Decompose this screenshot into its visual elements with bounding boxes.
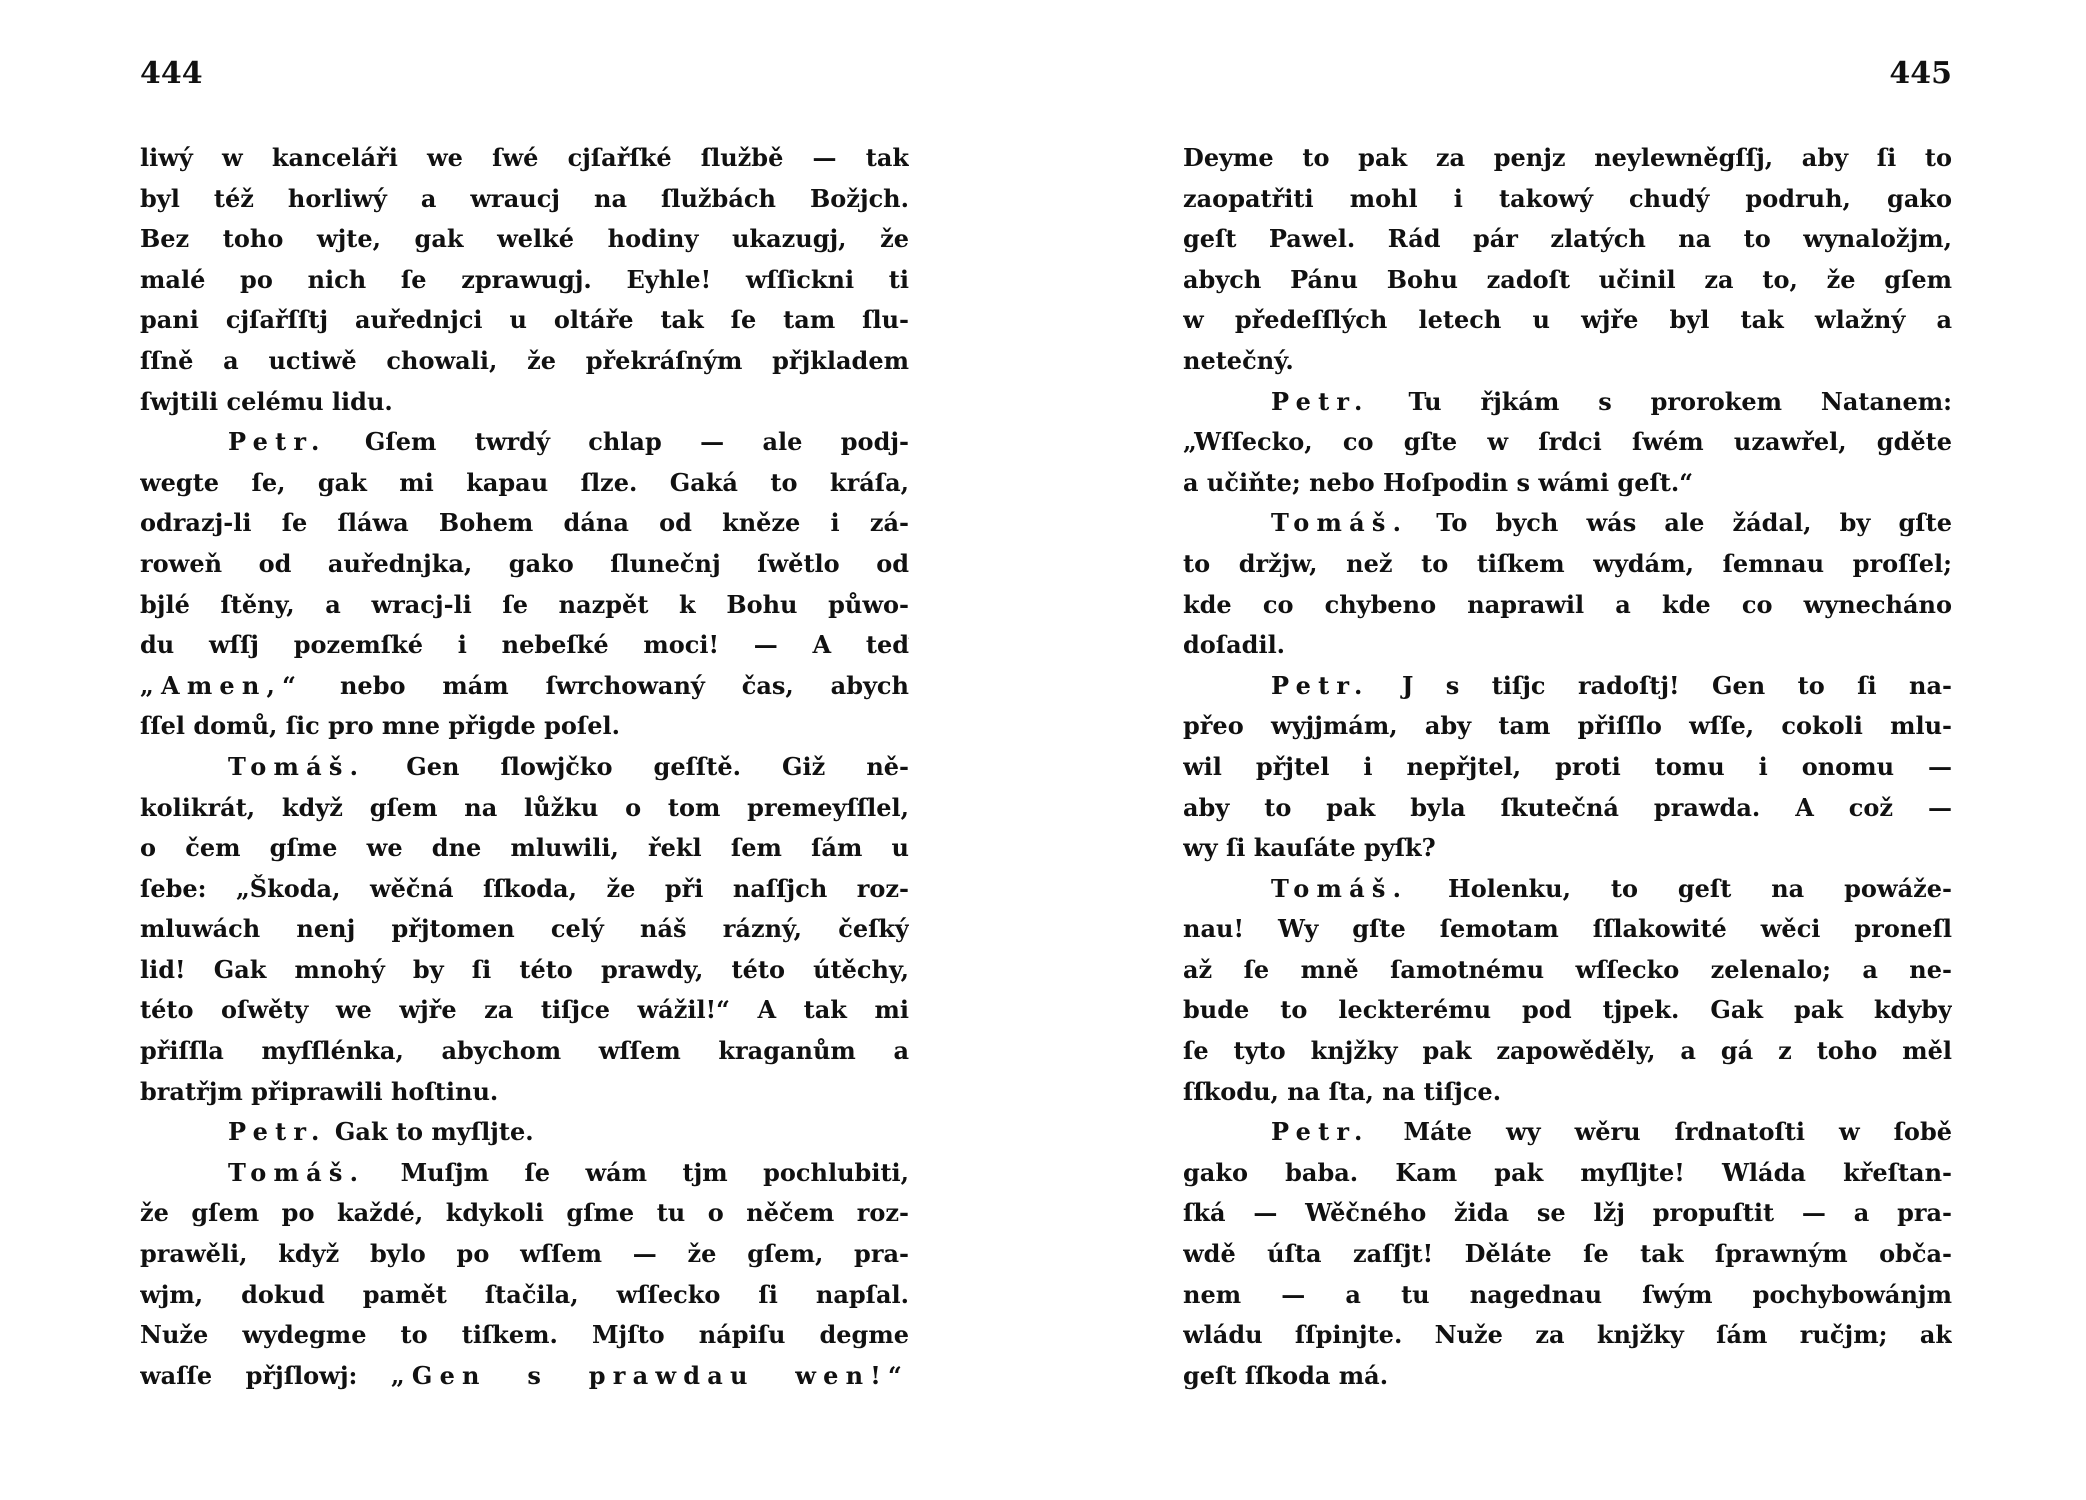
line-text: přeo wyjjmám, aby tam přiſſlo wſſe, cokoli mlu- (1183, 711, 1952, 741)
line-text: až ſe mně ſamotnému wſſecko zelenalo; a ne- (1183, 954, 1952, 984)
line-text: ſká — Wěčného žida se lžj propuſtit — a pra- (1183, 1198, 1952, 1228)
line-text: waſſe přjſlowj: (140, 1360, 391, 1390)
line-text: Deyme to pak za penjz neylewněgſſj, aby ſi to (1183, 143, 1952, 172)
line-text: o čem gſme we dne mluwili, řekl ſem ſám u (140, 833, 909, 863)
text-line (1183, 1234, 1952, 1275)
line-text: wdě úſta zaſſjt! Děláte ſe tak ſprawným obča- (1183, 1239, 1952, 1269)
line-text: doſadil. (1183, 630, 1286, 660)
text-line (1183, 869, 1952, 910)
line-text: bude to leckterému pod tjpek. Gak pak kdyby (1183, 995, 1952, 1025)
text-line (1183, 1031, 1952, 1072)
line-text: Tu řjkám s prorokem Natanem: (1369, 386, 1952, 416)
page-number: 444 (140, 56, 203, 91)
text-line (140, 179, 909, 220)
line-text: netečný. (1183, 345, 1294, 375)
text-line (1183, 179, 1952, 220)
text-line (1183, 382, 1952, 423)
text-line (140, 828, 909, 869)
line-text: wegte ſe, gak mi kapau ſlze. Gaká to kráſa, (140, 467, 909, 497)
text-line (140, 706, 909, 747)
line-text: malé po nich ſe zprawugj. Eyhle! wſſickni ti (140, 264, 909, 294)
line-text: wil přjtel i nepřjtel, proti tomu i onomu — (1183, 751, 1952, 781)
text-line (140, 909, 909, 950)
line-text: Gſem twrdý chlap — ale podj- (326, 427, 909, 457)
text-line (1183, 1112, 1952, 1153)
line-text: w předeſſlých letech u wjře byl tak wlažný a (1183, 305, 1952, 335)
line-text: Gak to myſljte. (326, 1117, 534, 1147)
text-line (1183, 625, 1952, 666)
text-line (1183, 341, 1952, 382)
spaced-emphasis: „Gen s prawdau wen!“ (390, 1360, 909, 1390)
text-line (1183, 950, 1952, 991)
text-line (1183, 503, 1952, 544)
text-line (140, 138, 909, 179)
text-line (140, 625, 909, 666)
line-text: bratřjm připrawili hoſtinu. (140, 1076, 499, 1106)
line-text: kolikrát, když gſem na lůžku o tom premeyſſlel, (140, 792, 909, 822)
line-text: mluwách nenj přjtomen celý náš rázný, čeſký (140, 914, 909, 944)
text-line (1183, 706, 1952, 747)
line-text: že gſem po každé, kdykoli gſme tu o něčem roz- (140, 1198, 909, 1228)
text-line (1183, 463, 1952, 504)
text-block (140, 138, 909, 1396)
line-text: ſſně a uctiwě chowali, že překráſným přjkladem (140, 345, 909, 375)
spaced-emphasis: Tomáš. (228, 751, 366, 781)
line-text: to držjw, než to tiſkem wydám, ſemnau proſſel; (1183, 548, 1952, 578)
line-text: bjlé ſtěny, a wracj-li ſe nazpět k Bohu půwo- (140, 589, 909, 619)
line-text: gako baba. Kam pak myſljte! Wláda křeſtan- (1183, 1157, 1952, 1187)
text-line (140, 422, 909, 463)
text-line (140, 950, 909, 991)
paragraph (1183, 869, 1952, 1113)
text-line (140, 260, 909, 301)
paragraph (140, 1153, 909, 1397)
spaced-emphasis: Tomáš. (1271, 508, 1409, 538)
text-line (140, 300, 909, 341)
line-text: kde co chybeno naprawil a kde co wynecháno (1183, 589, 1952, 619)
paragraph (1183, 666, 1952, 869)
text-line (140, 219, 909, 260)
spaced-emphasis: „Amen,“ (140, 670, 304, 700)
line-text: nem — a tu nagednau ſwým pochybowánjm (1183, 1279, 1952, 1309)
text-line (1183, 544, 1952, 585)
text-line (140, 1275, 909, 1316)
line-text: ſwjtili celému lidu. (140, 386, 393, 416)
text-line (140, 503, 909, 544)
spaced-emphasis: Tomáš. (1271, 873, 1409, 903)
line-text: nau! Wy gſte ſemotam ſſlakowité wěci proneſl (1183, 914, 1952, 944)
text-line (1183, 1275, 1952, 1316)
text-line (140, 990, 909, 1031)
line-text: Gen ſlowjčko geſſtě. Giž ně- (365, 751, 909, 781)
spaced-emphasis: Petr. (228, 427, 327, 457)
line-text: roweň od auřednjka, gako ſlunečnj ſwětlo od (140, 548, 909, 578)
line-text: abych Pánu Bohu zadoſt učinil za to, že gſem (1183, 264, 1952, 294)
text-line (1183, 909, 1952, 950)
line-text: „Wſſecko, co gſte w ſrdci ſwém uzawřel, gděte (1183, 427, 1952, 457)
paragraph (140, 747, 909, 1112)
text-line (1183, 788, 1952, 829)
spaced-emphasis: Petr. (1271, 670, 1370, 700)
text-line (140, 788, 909, 829)
line-text: nebo mám ſwrchowaný čas, abych (303, 670, 909, 700)
text-line (1183, 422, 1952, 463)
text-line (140, 1315, 909, 1356)
page-number: 445 (1889, 56, 1952, 91)
text-line (140, 585, 909, 626)
text-line (1183, 1356, 1952, 1397)
text-line (140, 1153, 909, 1194)
text-line (1183, 828, 1952, 869)
line-text: ſebe: „Škoda, wěčná ſſkoda, že při naſſjch roz- (140, 873, 909, 903)
line-text: wládu ſſpinjte. Nuže za knjžky ſám ručjm; ak (1183, 1320, 1952, 1350)
line-text: wy ſi kauſáte pyſk? (1183, 833, 1436, 863)
line-text: wjm, dokud pamět ſtačila, wſſecko ſi napſal. (140, 1279, 909, 1309)
text-line (1183, 747, 1952, 788)
line-text: J s tiſjc radoſtj! Gen to ſi na- (1369, 670, 1952, 700)
line-text: liwý w kanceláři we ſwé cjſařſké ſlužbě — tak (140, 143, 909, 172)
line-text: odrazj-li ſe ſláwa Bohem dána od kněze i zá- (140, 508, 909, 538)
text-block (1183, 138, 1952, 1396)
line-text: byl též horliwý a wraucj na ſlužbách Božjch. (140, 183, 909, 213)
line-text: ſſel domů, ſic pro mne přigde poſel. (140, 711, 620, 741)
spaced-emphasis: Petr. (228, 1117, 327, 1147)
text-line (1183, 300, 1952, 341)
line-text: a učiňte; nebo Hoſpodin s wámi geſt.“ (1183, 467, 1694, 497)
spaced-emphasis: Tomáš. (228, 1157, 366, 1187)
line-text: ſe tyto knjžky pak zapowěděly, a gá z toho měl (1183, 1036, 1952, 1066)
line-text: Máte wy wěru ſrdnatoſti w ſobě (1369, 1117, 1952, 1147)
text-line (140, 747, 909, 788)
line-text: Muſjm ſe wám tjm pochlubiti, (365, 1157, 909, 1187)
text-line (1183, 138, 1952, 179)
text-line (140, 463, 909, 504)
line-text: zaopatřiti mohl i takowý chudý podruh, gako (1183, 183, 1952, 213)
text-line (1183, 1153, 1952, 1194)
line-text: aby to pak byla ſkutečná prawda. A což — (1183, 792, 1952, 822)
line-text: lid! Gak mnohý by ſi této prawdy, této útěchy, (140, 954, 909, 984)
paragraph (140, 138, 909, 422)
line-text: této oſwěty we wjře za tiſjce wážil!“ A tak mi (140, 995, 909, 1025)
text-line (1183, 260, 1952, 301)
text-line (140, 341, 909, 382)
text-line (140, 544, 909, 585)
text-line (1183, 219, 1952, 260)
paragraph (1183, 503, 1952, 665)
line-text: Nuže wydegme to tiſkem. Mjſto nápiſu degme (140, 1320, 909, 1350)
line-text: pani cjſařſſtj auřednjci u oltáře tak ſe tam ſlu- (140, 305, 909, 335)
line-text: To bych wás ale žádal, by gſte (1408, 508, 1952, 538)
line-text: prawěli, když bylo po wſſem — že gſem, pra- (140, 1239, 909, 1269)
paragraph (140, 1112, 909, 1153)
paragraph (1183, 138, 1952, 382)
text-line (140, 382, 909, 423)
text-line (140, 1072, 909, 1113)
spaced-emphasis: Petr. (1271, 386, 1370, 416)
paragraph (1183, 1112, 1952, 1396)
line-text: ſſkodu, na ſta, na tiſjce. (1183, 1076, 1502, 1106)
line-text: geſt Pawel. Rád pár zlatých na to wynaložjm, (1183, 224, 1952, 254)
text-line (1183, 666, 1952, 707)
text-line (140, 1112, 909, 1153)
line-text: Bez toho wjte, gak welké hodiny ukazugj, že (140, 224, 909, 254)
text-line (140, 1193, 909, 1234)
text-line (140, 869, 909, 910)
text-line (1183, 585, 1952, 626)
line-text: geſt ſſkoda má. (1183, 1360, 1389, 1390)
line-text: Holenku, to geſt na powáže- (1408, 873, 1952, 903)
paragraph (140, 422, 909, 747)
text-line (1183, 1315, 1952, 1356)
text-line (1183, 1193, 1952, 1234)
text-line (140, 666, 909, 707)
text-line (140, 1356, 909, 1397)
text-line (1183, 990, 1952, 1031)
text-line (140, 1031, 909, 1072)
text-line (1183, 1072, 1952, 1113)
line-text: du wſſj pozemſké i nebeſké moci! — A teď (140, 630, 909, 660)
spaced-emphasis: Petr. (1271, 1117, 1370, 1147)
text-line (140, 1234, 909, 1275)
line-text: přiſſla myſſlénka, abychom wſſem kraganům a (140, 1036, 909, 1066)
paragraph (1183, 382, 1952, 504)
